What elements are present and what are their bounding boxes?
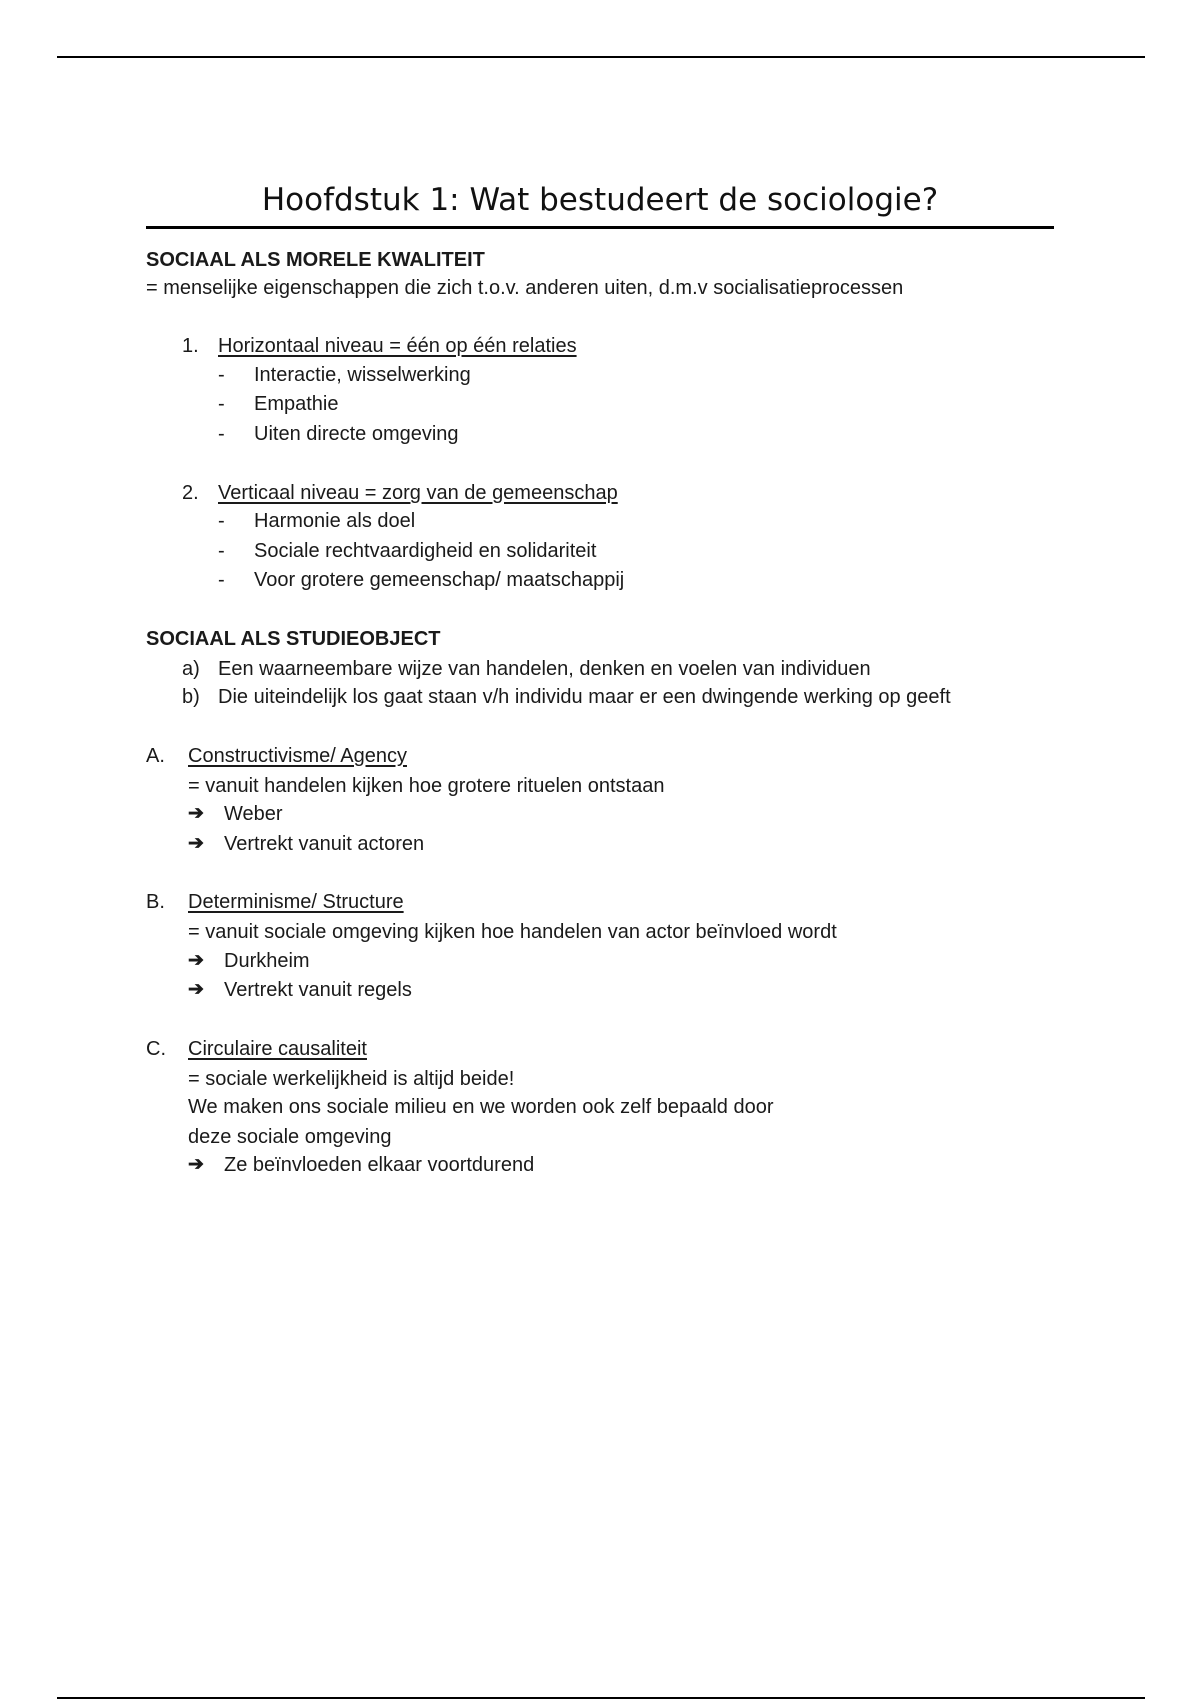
approach-marker: B. [146, 891, 165, 913]
section-heading-study: SOCIAAL ALS STUDIEOBJECT [146, 628, 441, 650]
list-marker: b) [182, 686, 200, 708]
arrow-icon: ➔ [188, 803, 204, 824]
page-top-rule [57, 56, 1145, 58]
level-title-vertical: Verticaal niveau = zorg van de gemeenschap [218, 482, 618, 504]
list-item: Uiten directe omgeving [254, 423, 459, 445]
arrow-item: Vertrekt vanuit actoren [224, 833, 425, 855]
approach-text: We maken ons sociale milieu en we worden ook zelf bepaald door [188, 1096, 774, 1118]
list-item: Sociale rechtvaardigheid en solidariteit [254, 540, 597, 562]
page-title: Hoofdstuk 1: Wat bestudeert de sociologie? [261, 182, 939, 218]
approach-definition: = vanuit sociale omgeving kijken hoe handelen van actor beïnvloed wordt [188, 921, 837, 943]
list-item: Interactie, wisselwerking [254, 364, 471, 386]
list-item: Een waarneembare wijze van handelen, denken en voelen van individuen [218, 658, 871, 680]
list-number: 2. [182, 482, 199, 504]
arrow-icon: ➔ [188, 950, 204, 971]
approach-title-constructivism: Constructivisme/ Agency [188, 745, 407, 767]
bullet-marker: - [218, 364, 225, 386]
approach-marker: A. [146, 745, 165, 767]
bullet-marker: - [218, 540, 225, 562]
list-item: Empathie [254, 393, 339, 415]
bullet-marker: - [218, 423, 225, 445]
approach-definition: = sociale werkelijkheid is altijd beide! [188, 1068, 515, 1090]
arrow-icon: ➔ [188, 1154, 204, 1175]
list-marker: a) [182, 658, 200, 680]
list-number: 1. [182, 335, 199, 357]
arrow-icon: ➔ [188, 833, 204, 854]
bullet-marker: - [218, 393, 225, 415]
list-item: Harmonie als doel [254, 510, 416, 532]
bullet-marker: - [218, 510, 225, 532]
level-title-horizontal: Horizontaal niveau = één op één relaties [218, 335, 577, 357]
section-heading-moral: SOCIAAL ALS MORELE KWALITEIT [146, 249, 485, 271]
list-item: Die uiteindelijk los gaat staan v/h individu maar er een dwingende werking op geeft [218, 686, 951, 708]
arrow-item: Ze beïnvloeden elkaar voortdurend [224, 1154, 535, 1176]
approach-marker: C. [146, 1038, 166, 1060]
section-definition: = menselijke eigenschappen die zich t.o.v. anderen uiten, d.m.v socialisatieprocessen [146, 277, 904, 299]
list-item: Voor grotere gemeenschap/ maatschappij [254, 569, 625, 591]
approach-title-determinism: Determinisme/ Structure [188, 891, 404, 913]
page-bottom-rule [57, 1697, 1145, 1699]
bullet-marker: - [218, 569, 225, 591]
arrow-item: Weber [224, 803, 283, 825]
approach-definition: = vanuit handelen kijken hoe grotere rituelen ontstaan [188, 775, 665, 797]
approach-text: deze sociale omgeving [188, 1126, 392, 1148]
arrow-icon: ➔ [188, 979, 204, 1000]
approach-title-circular: Circulaire causaliteit [188, 1038, 367, 1060]
arrow-item: Vertrekt vanuit regels [224, 979, 412, 1001]
title-underline [146, 226, 1054, 229]
arrow-item: Durkheim [224, 950, 310, 972]
